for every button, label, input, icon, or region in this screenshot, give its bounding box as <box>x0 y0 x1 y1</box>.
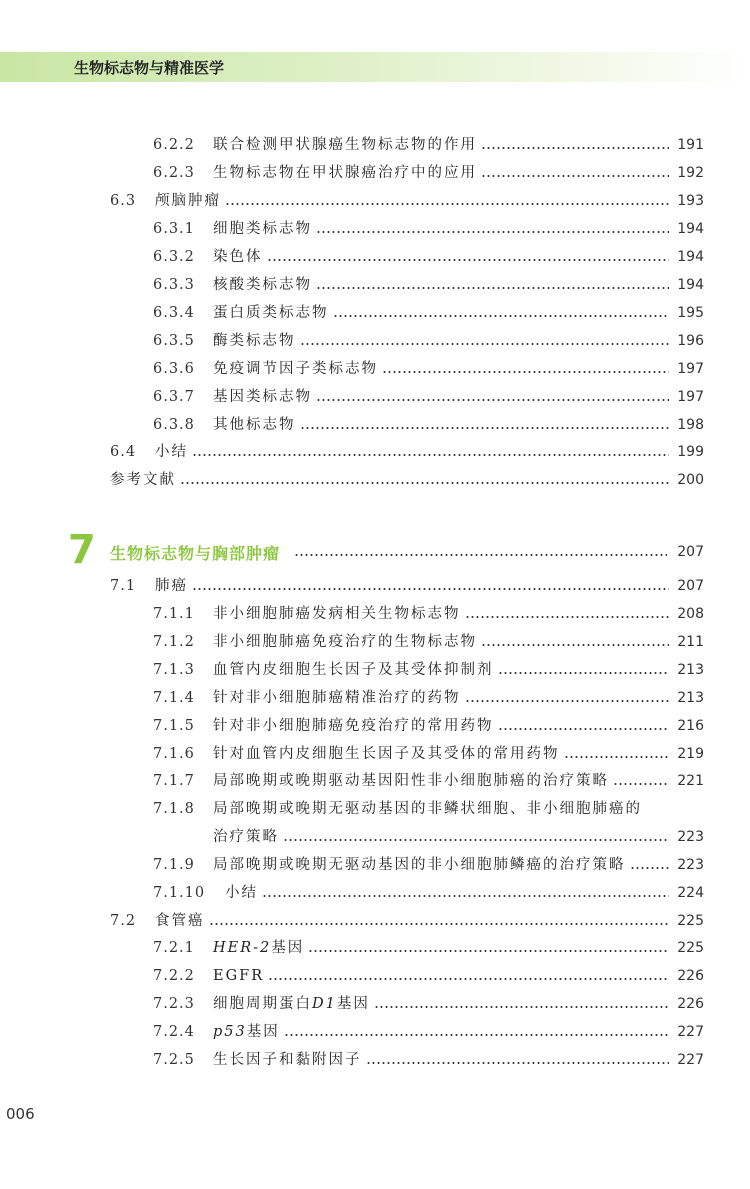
dot-leader <box>366 1062 670 1064</box>
toc-entry[interactable] <box>153 302 704 324</box>
entry-title-italic: HER-2 <box>213 940 272 956</box>
entry-number: 6.2.3 <box>153 165 195 181</box>
entry-number: 6.2.2 <box>153 137 195 153</box>
entry-title: 颅脑肿瘤 <box>155 193 221 209</box>
entry-title: 核酸类标志物 <box>213 277 312 293</box>
dot-leader <box>374 1006 669 1008</box>
entry-title: 血管内皮细胞生长因子及其受体抑制剂 <box>213 662 494 678</box>
entry-page: 225 <box>677 913 704 929</box>
entry-page: 194 <box>677 277 704 293</box>
entry-number: 7.1.9 <box>153 857 195 873</box>
entry-title: 基因 <box>271 940 305 956</box>
entry-number: 6.4 <box>110 444 137 460</box>
entry-number: 7.1.2 <box>153 634 195 650</box>
dot-leader <box>283 839 669 841</box>
entry-page: 194 <box>677 249 704 265</box>
running-header-title: 生物标志物与精准医学 <box>74 59 225 77</box>
toc-entry[interactable] <box>153 218 704 240</box>
entry-title: 基因类标志物 <box>213 389 312 405</box>
dot-leader <box>209 923 670 925</box>
entry-page: 208 <box>677 606 704 622</box>
entry-number: 6.3.5 <box>153 333 195 349</box>
dot-leader <box>382 371 669 373</box>
toc-entry[interactable] <box>153 603 704 625</box>
dot-leader <box>481 644 669 646</box>
entry-number: 6.3.1 <box>153 221 195 237</box>
toc-entry[interactable] <box>153 631 704 653</box>
dot-leader <box>481 175 669 177</box>
entry-page: 207 <box>677 578 704 594</box>
entry-page: 193 <box>677 193 704 209</box>
toc-entry[interactable] <box>153 937 704 959</box>
entry-page: 198 <box>677 417 704 433</box>
entry-title: 食管癌 <box>155 913 205 929</box>
toc-entry[interactable] <box>153 882 704 904</box>
entry-page: 199 <box>677 444 704 460</box>
chapter-heading[interactable] <box>110 540 704 564</box>
entry-title: 其他标志物 <box>213 417 296 433</box>
entry-title-continued: 治疗策略 <box>213 829 279 845</box>
toc-entry[interactable] <box>153 687 704 709</box>
dot-leader <box>613 783 669 785</box>
dot-leader <box>262 895 669 897</box>
entry-number: 7.1.7 <box>153 773 195 789</box>
dot-leader <box>316 231 669 233</box>
toc-entry-references[interactable] <box>110 469 704 491</box>
toc-entry[interactable] <box>110 441 704 463</box>
entry-number: 6.3.4 <box>153 305 195 321</box>
toc-entry[interactable] <box>110 910 704 932</box>
entry-title: 局部晚期或晚期无驱动基因的非鳞状细胞、非小细胞肺癌的 <box>213 801 642 817</box>
entry-page: 227 <box>677 1052 704 1068</box>
dot-leader <box>481 147 669 149</box>
entry-page: 216 <box>677 718 704 734</box>
entry-number: 7.1 <box>110 578 137 594</box>
entry-page: 225 <box>677 940 704 956</box>
entry-title: 针对非小细胞肺癌精准治疗的药物 <box>213 690 461 706</box>
entry-page: 191 <box>677 137 704 153</box>
toc-entry-wrapped[interactable] <box>153 798 704 820</box>
toc-entry[interactable] <box>153 1049 704 1071</box>
entry-page: 213 <box>677 662 704 678</box>
entry-page: 221 <box>677 773 704 789</box>
entry-number: 6.3.2 <box>153 249 195 265</box>
entry-page: 223 <box>677 857 704 873</box>
entry-title: 细胞周期蛋白 <box>213 996 312 1012</box>
entry-page: 211 <box>677 634 704 650</box>
entry-title: 参考文献 <box>110 472 176 488</box>
entry-number: 6.3.3 <box>153 277 195 293</box>
entry-page: 223 <box>677 829 704 845</box>
entry-page: 200 <box>677 472 704 488</box>
entry-title: 局部晚期或晚期驱动基因阳性非小细胞肺癌的治疗策略 <box>213 773 609 789</box>
entry-number: 7.2.2 <box>153 968 195 984</box>
entry-number: 7.1.6 <box>153 746 195 762</box>
entry-title: 肺癌 <box>155 578 188 594</box>
entry-page: 226 <box>677 968 704 984</box>
toc-entry[interactable] <box>153 993 704 1015</box>
entry-page: 213 <box>677 690 704 706</box>
entry-title: 小结 <box>225 885 258 901</box>
toc-entry[interactable] <box>110 575 704 597</box>
entry-title: 生长因子和黏附因子 <box>213 1052 362 1068</box>
entry-number: 7.2.4 <box>153 1024 195 1040</box>
toc-entry[interactable] <box>153 854 704 876</box>
entry-title: 非小细胞肺癌免疫治疗的生物标志物 <box>213 634 477 650</box>
toc-entry[interactable] <box>153 965 704 987</box>
entry-title: 针对非小细胞肺癌免疫治疗的常用药物 <box>213 718 494 734</box>
entry-title: 细胞类标志物 <box>213 221 312 237</box>
entry-title: 针对血管内皮细胞生长因子及其受体的常用药物 <box>213 746 560 762</box>
dot-leader <box>333 315 670 317</box>
entry-title: 联合检测甲状腺癌生物标志物的作用 <box>213 137 477 153</box>
entry-title: 染色体 <box>213 249 263 265</box>
entry-number: 7.1.5 <box>153 718 195 734</box>
entry-number: 7.1.4 <box>153 690 195 706</box>
dot-leader <box>564 756 670 758</box>
entry-title: 生物标志物在甲状腺癌治疗中的应用 <box>213 165 477 181</box>
entry-title-italic: p53 <box>213 1024 247 1040</box>
chapter-page: 207 <box>677 544 704 560</box>
dot-leader <box>498 672 670 674</box>
entry-number: 7.2.3 <box>153 996 195 1012</box>
toc-entry[interactable] <box>110 190 704 212</box>
entry-title: 非小细胞肺癌发病相关生物标志物 <box>213 606 461 622</box>
entry-page: 194 <box>677 221 704 237</box>
dot-leader <box>630 867 670 869</box>
entry-page: 197 <box>677 361 704 377</box>
toc-entry[interactable] <box>153 358 704 380</box>
dot-leader <box>294 554 667 556</box>
entry-number: 7.1.8 <box>153 801 195 817</box>
dot-leader <box>225 203 669 205</box>
entry-title: 蛋白质类标志物 <box>213 305 329 321</box>
entry-title: 局部晚期或晚期无驱动基因的非小细胞肺鳞癌的治疗策略 <box>213 857 626 873</box>
dot-leader <box>465 700 670 702</box>
toc-entry[interactable] <box>153 659 704 681</box>
toc-entry[interactable] <box>153 134 704 156</box>
dot-leader <box>498 728 670 730</box>
entry-page: 192 <box>677 165 704 181</box>
toc-entry[interactable] <box>153 715 704 737</box>
dot-leader <box>316 399 669 401</box>
entry-number: 6.3.7 <box>153 389 195 405</box>
toc-entry[interactable] <box>153 1021 704 1043</box>
entry-number: 7.2 <box>110 913 137 929</box>
entry-number: 7.1.10 <box>153 885 206 901</box>
chapter-title: 生物标志物与胸部肿瘤 <box>110 543 281 563</box>
toc-entry[interactable] <box>153 274 704 296</box>
toc-entry-continuation[interactable] <box>213 826 704 848</box>
entry-title: 免疫调节因子类标志物 <box>213 361 378 377</box>
entry-title-tail: 基因 <box>336 996 370 1012</box>
toc-entry[interactable] <box>153 330 704 352</box>
dot-leader <box>465 616 670 618</box>
entry-page: 196 <box>677 333 704 349</box>
dot-leader <box>308 950 669 952</box>
dot-leader <box>267 259 670 261</box>
page-number: 006 <box>6 1105 35 1123</box>
entry-number: 7.1.1 <box>153 606 195 622</box>
dot-leader <box>316 287 669 289</box>
entry-title-italic: D1 <box>312 996 337 1012</box>
toc-entry[interactable] <box>153 414 704 436</box>
entry-number: 6.3.6 <box>153 361 195 377</box>
entry-title: 基因 <box>246 1024 280 1040</box>
entry-page: 219 <box>677 746 704 762</box>
toc-entry[interactable] <box>153 162 704 184</box>
entry-number: 6.3.8 <box>153 417 195 433</box>
toc-entry[interactable] <box>153 743 704 765</box>
entry-number: 7.2.5 <box>153 1052 195 1068</box>
dot-leader <box>300 343 670 345</box>
entry-number: 7.1.3 <box>153 662 195 678</box>
entry-page: 195 <box>677 305 704 321</box>
dot-leader <box>300 427 670 429</box>
dot-leader <box>192 588 669 590</box>
entry-title: 小结 <box>155 444 188 460</box>
chapter-number: 7 <box>68 527 96 573</box>
toc-entry[interactable] <box>153 386 704 408</box>
entry-title: 酶类标志物 <box>213 333 296 349</box>
dot-leader <box>192 454 669 456</box>
dot-leader <box>284 1034 670 1036</box>
dot-leader <box>180 482 669 484</box>
entry-page: 226 <box>677 996 704 1012</box>
toc-entry[interactable] <box>153 770 704 792</box>
entry-page: 224 <box>677 885 704 901</box>
entry-page: 197 <box>677 389 704 405</box>
toc-entry[interactable] <box>153 246 704 268</box>
entry-number: 7.2.1 <box>153 940 195 956</box>
entry-page: 227 <box>677 1024 704 1040</box>
entry-title: EGFR <box>213 968 265 984</box>
entry-number: 6.3 <box>110 193 137 209</box>
dot-leader <box>268 978 669 980</box>
